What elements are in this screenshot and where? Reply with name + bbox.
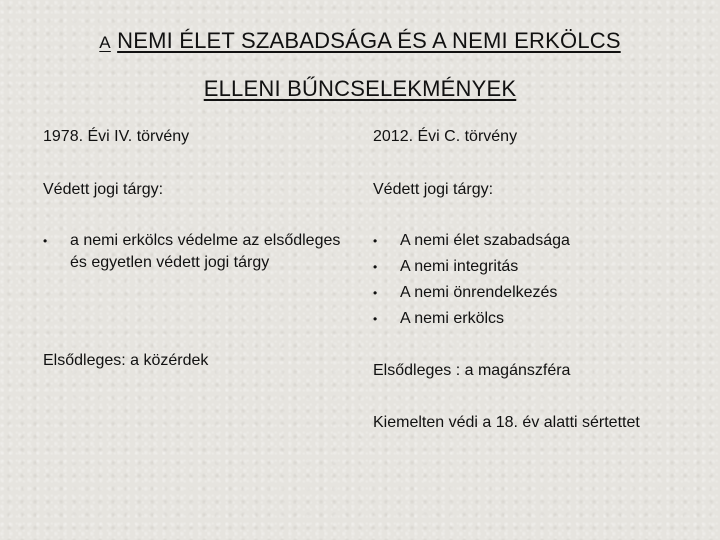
right-highlight: Kiemelten védi a 18. év alatti sértettet xyxy=(373,414,640,431)
right-heading: 2012. Évi C. törvény xyxy=(373,128,518,145)
right-bullet-item xyxy=(373,308,713,334)
right-protected-label: Védett jogi tárgy: xyxy=(373,181,494,198)
right-bullet-item xyxy=(373,282,713,308)
bullet-icon: • xyxy=(373,234,378,248)
bullet-icon: • xyxy=(373,286,378,300)
right-bullet-label: A nemi önrendelkezés xyxy=(400,284,558,301)
bullet-icon: • xyxy=(43,234,48,248)
right-bullet-item xyxy=(373,230,713,256)
right-bullet-label: A nemi erkölcs xyxy=(400,310,505,327)
title-main: NEMI ÉLET SZABADSÁGA ÉS A NEMI ERKÖLCS xyxy=(117,28,621,53)
left-heading: 1978. Évi IV. törvény xyxy=(43,128,190,145)
title-line-2-text: ELLENI BŰNCSELEKMÉNYEK xyxy=(203,76,517,101)
left-primary: Elsődleges: a közérdek xyxy=(43,352,209,369)
right-bullet-label: A nemi integritás xyxy=(400,258,519,275)
left-protected-label: Védett jogi tárgy: xyxy=(43,181,164,198)
right-bullet-item xyxy=(373,256,713,282)
right-bullet-label: A nemi élet szabadsága xyxy=(400,232,570,249)
left-bullet-item: a nemi erkölcs védelme az elsődleges és egyetlen védett jogi tárgy xyxy=(70,232,341,271)
title-prefix: A xyxy=(99,33,111,52)
title-line-1 xyxy=(0,28,720,54)
right-primary: Elsődleges : a magánszféra xyxy=(373,362,571,379)
right-bullet-list xyxy=(373,230,713,334)
bullet-icon: • xyxy=(373,312,378,326)
title-line-2 xyxy=(0,76,720,102)
bullet-icon: • xyxy=(373,260,378,274)
